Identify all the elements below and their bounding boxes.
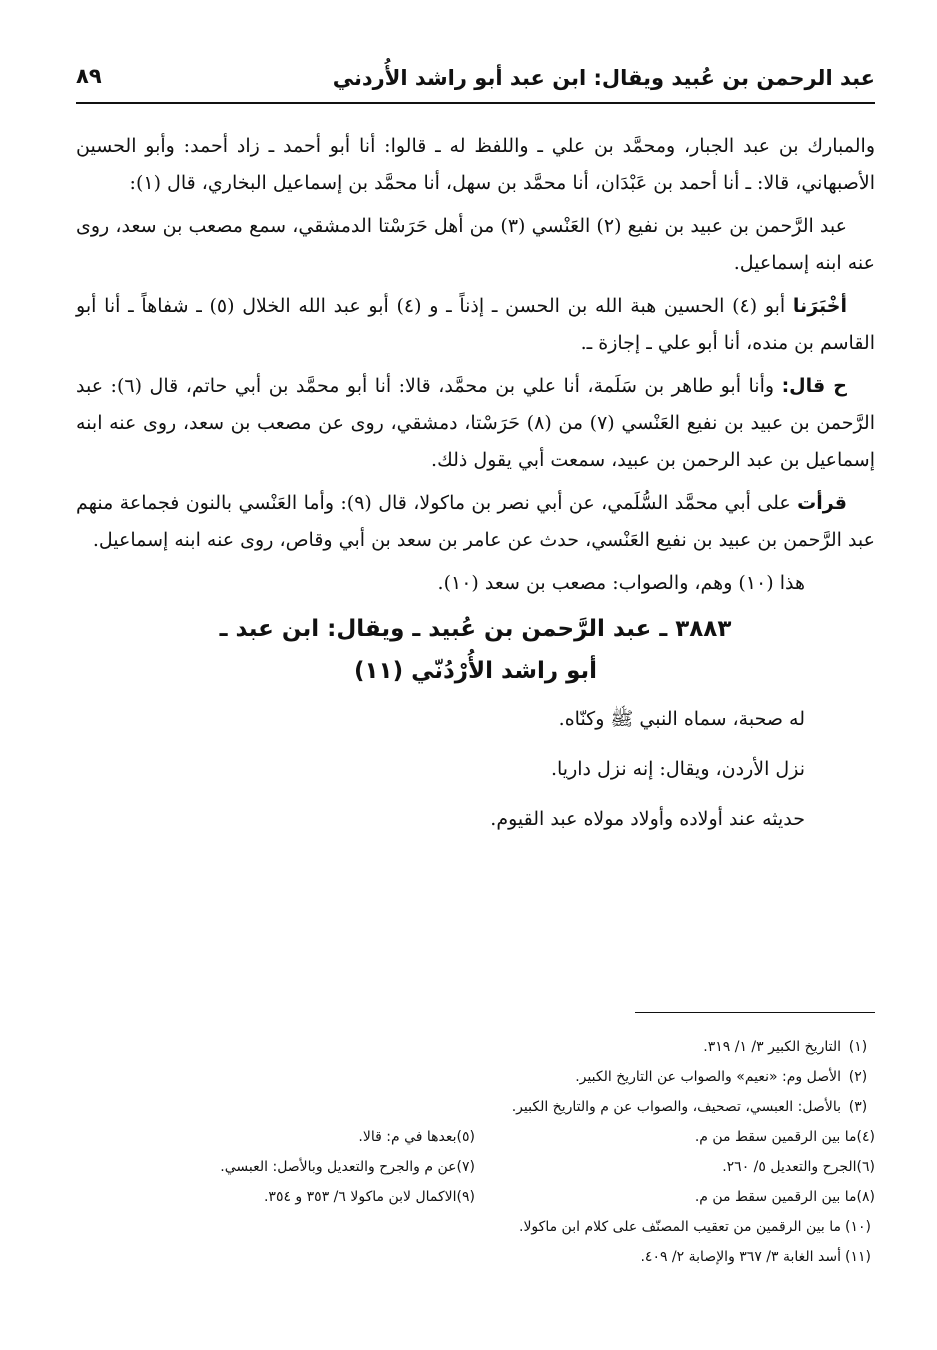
footnote-2: (٢)الأصل وم: «نعيم» والصواب عن التاريخ الكبير.	[575, 1069, 868, 1085]
running-title: عبد الرحمن بن عُبيد ويقال: ابن عبد أبو راشد الأُردني	[332, 66, 875, 90]
page-header	[76, 58, 875, 104]
footnote-row-4-5	[76, 1122, 875, 1152]
footnote-row-6-7	[76, 1152, 875, 1182]
entry-line-2: نزل الأردن، ويقال: إنه نزل داريا.	[550, 758, 805, 780]
entry-heading-line-1: ٣٨٨٣ ـ عبد الرَّحمن بن عُبيد ـ ويقال: ابن عبد ـ	[219, 616, 732, 642]
entry-line-1: له صحبة، سماه النبي ﷺ وكنّاه.	[558, 708, 805, 730]
footnote-10: (١٠)ما بين الرقمين من تعقيب المصنّف على كلام ابن ماكولا.	[519, 1219, 871, 1235]
entry-line-3: حديثه عند أولاده وأولاد مولاه عبد القيوم.	[490, 808, 805, 830]
paragraph-5	[76, 485, 875, 559]
paragraph-4-text: وأنا أبو طاهر بن سَلَمة، أنا علي بن محمَّد، قالا: أنا أبو محمَّد بن أبي حاتم، قال (٦): عبد الرَّحمن بن عبيد بن نفيع العَنْسي (٧) من (٨) حَرَسْتا، دمشقي، روى عن مصعب بن سعد، روى عنه ابنه إسماعيل بن عبد الرحمن بن عبيد، سمعت أبي يقول ذلك.	[76, 375, 876, 471]
paragraph-5-text: على أبي محمَّد السُّلَمي، عن أبي نصر بن ماكولا، قال (٩): وأما العَنْسي بالنون فجماعة منهم عبد الرَّحمن بن عبيد بن نفيع العَنْسي، حدث عن عامر بن سعد بن أبي وقاص، روى عنه ابنه إسماعيل.	[76, 492, 875, 551]
entry-heading-line-2: أبو راشد الأُرْدُنّي (١١)	[353, 658, 598, 684]
footnote-4: (٤)ما بين الرقمين سقط من م.	[694, 1129, 875, 1145]
paragraph-6: هذا (١٠) وهم، والصواب: مصعب بن سعد (١٠).	[437, 572, 805, 594]
main-text	[76, 128, 875, 848]
footnote-5: (٥)بعدها في م: قالا.	[358, 1129, 475, 1145]
footnote-row-8-9	[76, 1182, 875, 1212]
footnote-8: (٨)ما بين الرقمين سقط من م.	[694, 1189, 875, 1205]
footnote-11: (١١)أسد الغابة ٣/ ٣٦٧ والإصابة ٢/ ٤٠٩.	[640, 1249, 871, 1265]
paragraph-3-text: أبو (٤) الحسين هبة الله بن الحسن ـ إذناً ـ و (٤) أبو عبد الله الخلال (٥) ـ شفاهاً ـ أنا أبو القاسم بن منده، أنا أبو علي ـ إجازة ـ.	[76, 295, 875, 354]
paragraph-3-lead: أخْبَرَنا	[792, 295, 847, 317]
page-number: ٨٩	[76, 64, 102, 88]
footnote-7: (٧)عن م والجرح والتعديل وبالأصل: العبسي.	[220, 1159, 475, 1175]
footnote-1: (١)التاريخ الكبير ٣/ ١/ ٣١٩.	[703, 1039, 868, 1055]
paragraph-5-lead: قرأت	[797, 492, 847, 514]
footnote-6: (٦)الجرح والتعديل ٥/ ٢٦٠.	[722, 1159, 875, 1175]
footnote-9: (٩)الاكمال لابن ماكولا ٦/ ٣٥٣ و ٣٥٤.	[263, 1189, 475, 1205]
paragraph-3	[76, 288, 875, 362]
footnotes	[76, 1032, 875, 1272]
footnote-3: (٣)بالأصل: العبسي، تصحيف، والصواب عن م والتاريخ الكبير.	[511, 1099, 868, 1115]
footnote-separator	[635, 1012, 875, 1013]
paragraph-1: والمبارك بن عبد الجبار، ومحمَّد بن علي ـ واللفظ له ـ قالوا: أنا أبو أحمد ـ زاد أحمد: وأبو الحسين الأصبهاني، قالا: ـ أنا أحمد بن عَبْدَان، أنا محمَّد بن سهل، أنا محمَّد بن إسماعيل البخاري، قال (١):	[76, 135, 875, 194]
paragraph-4-lead: ح قال:	[781, 375, 847, 397]
paragraph-4	[76, 368, 875, 479]
paragraph-2: عبد الرَّحمن بن عبيد بن نفيع (٢) العَنْسي (٣) من أهل حَرَسْتا الدمشقي، سمع مصعب بن سعد، روى عنه ابنه إسماعيل.	[76, 215, 875, 274]
entry-heading	[76, 608, 875, 692]
